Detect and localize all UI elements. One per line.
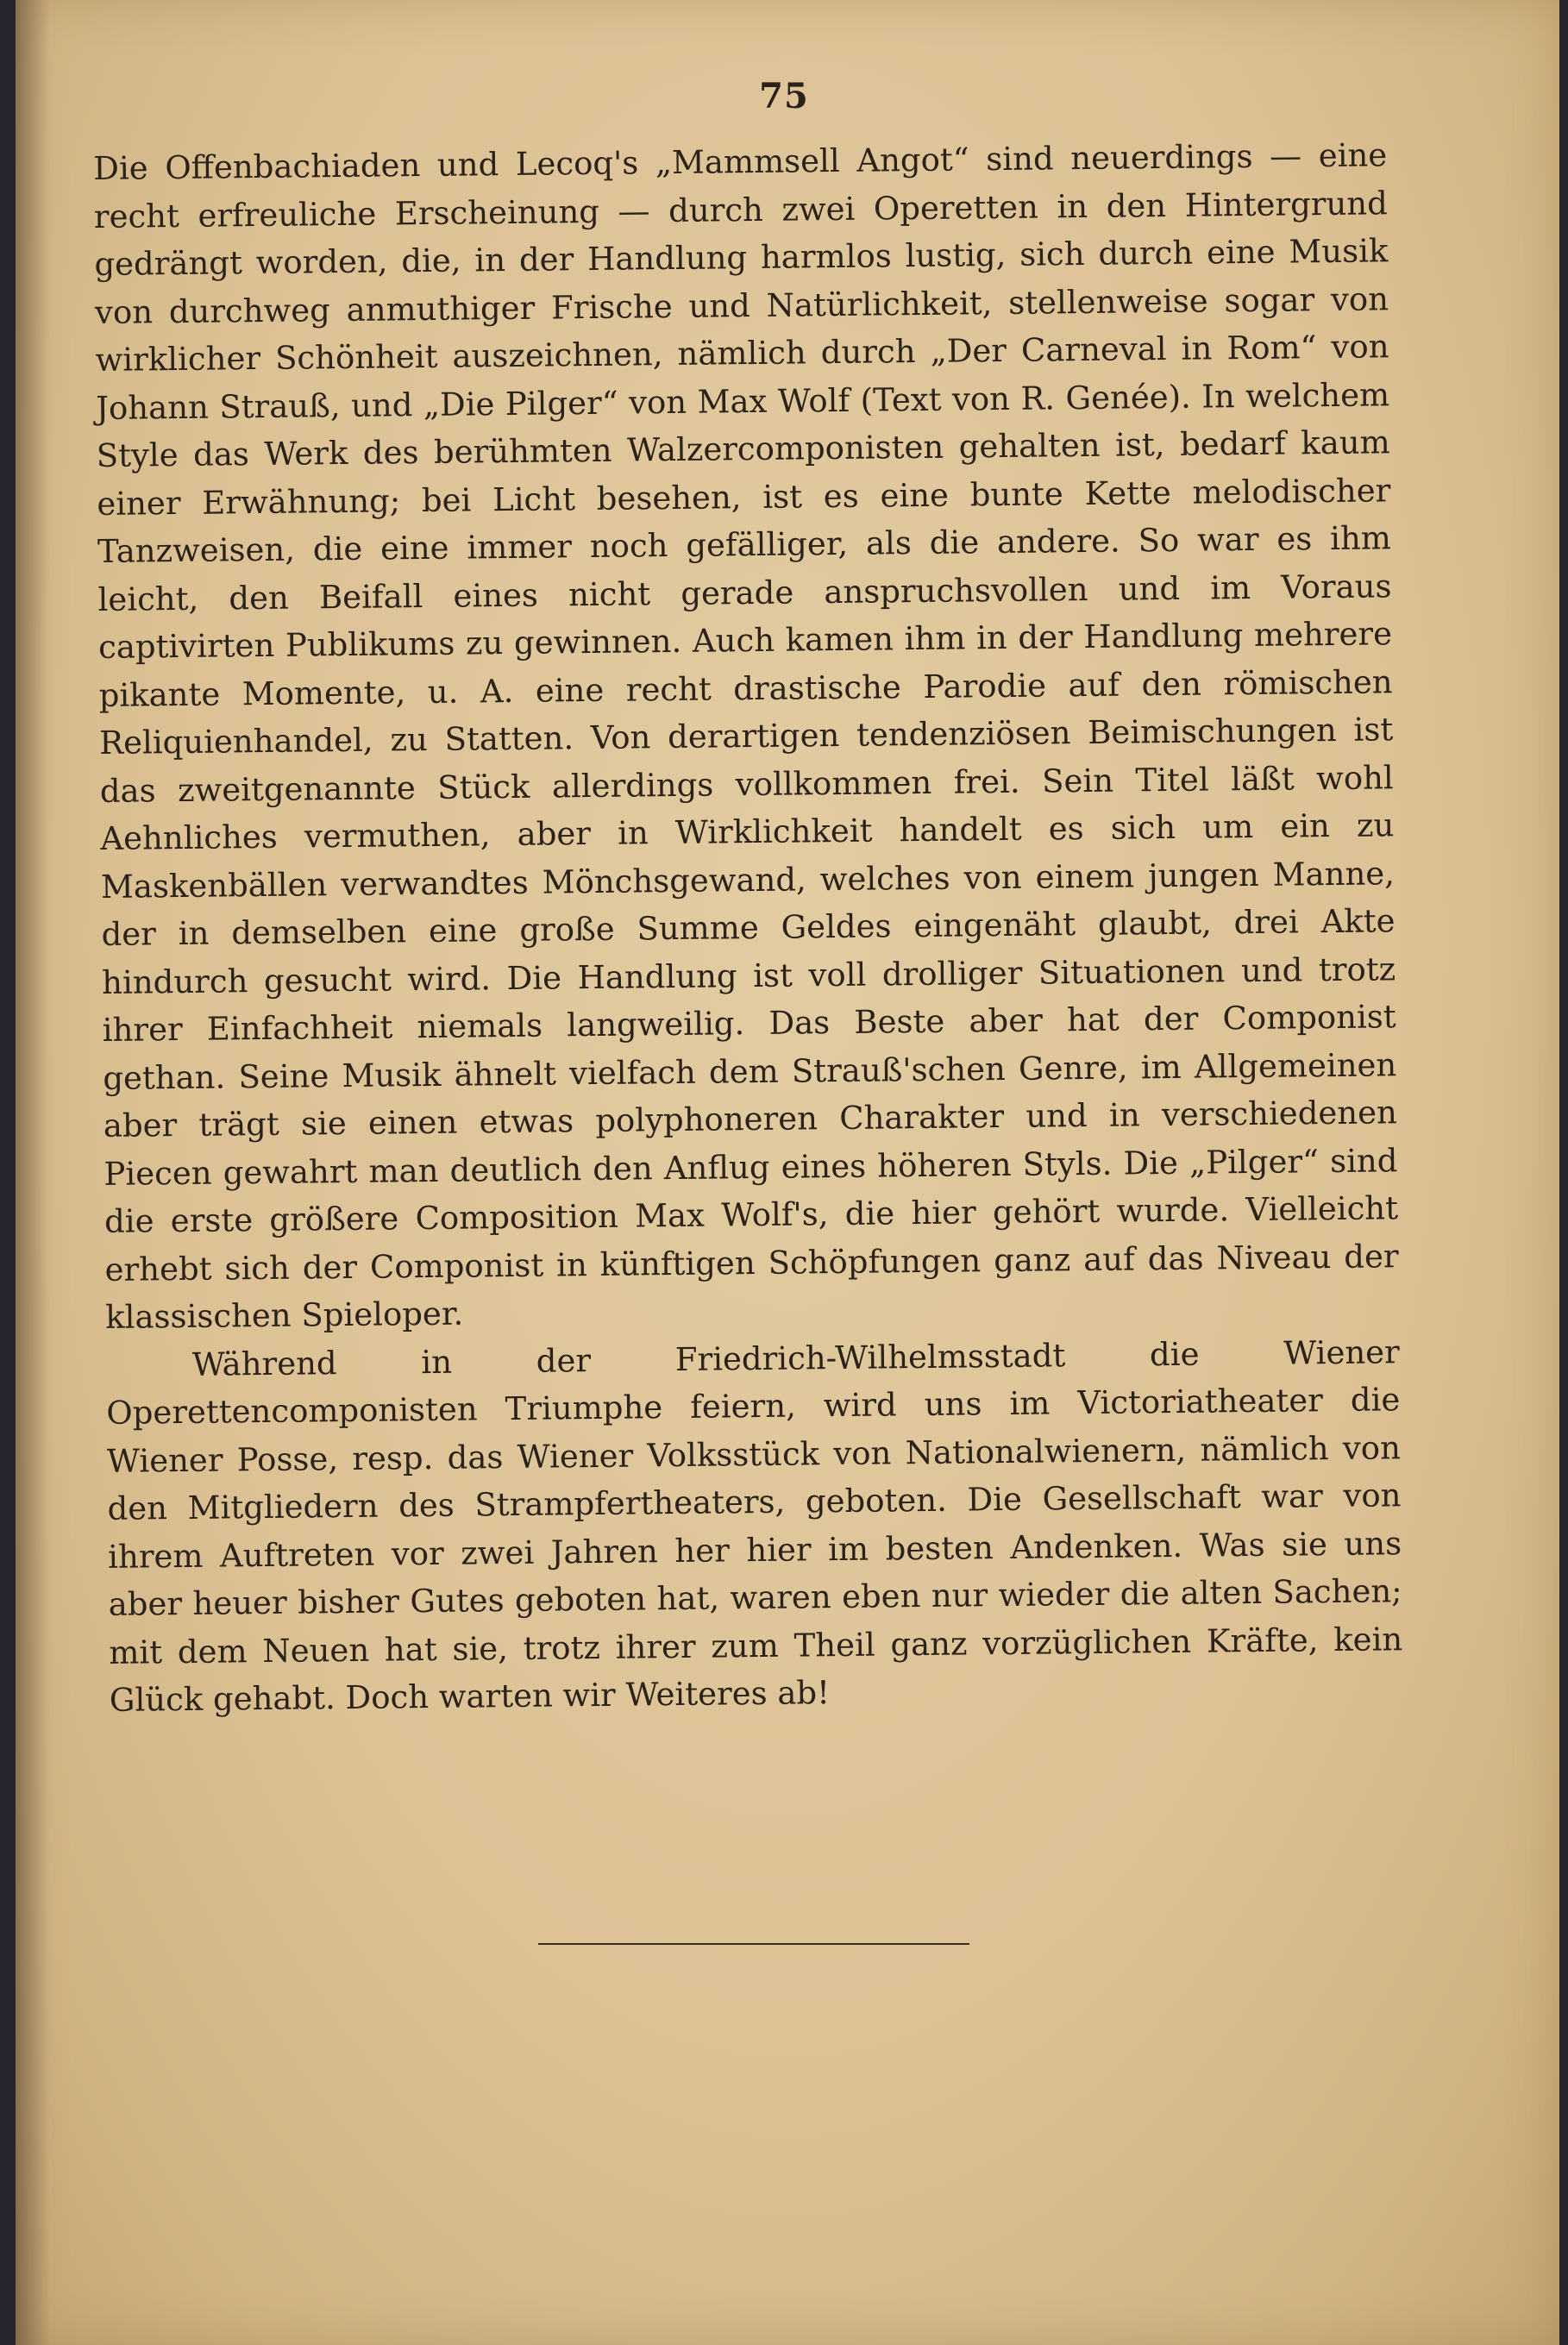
paragraph-operetten: Die Offenbachiaden und Lecoq's „Mammsell Angot“ sind neuerdings — eine recht erfreuliche Erscheinung — durch zwei Operetten in den Hintergrund gedrängt worden, die, in der Handlung harmlos lustig, sich durch eine Musik von durchweg anmuthiger Frische und Natürlichkeit, stellenweise sogar von wirklicher Schönheit auszeichnen, nämlich durch „Der Carneval in Rom“ von Johann Strauß, und „Die Pilger“ von Max Wolf (Text von R. Genée). In welchem Style das Werk des berühmten Walzercomponisten gehalten ist, bedarf kaum einer Erwähnung; bei Licht besehen, ist es eine bunte Kette melodischer Tanzweisen, die eine immer noch gefälliger, als die andere. So war es ihm leicht, den Beifall eines nicht gerade anspruchsvollen und im Voraus captivirten Publikums zu gewinnen. Auch kamen ihm in der Handlung mehrere pikante Momente, u. A. eine recht drastische Parodie auf den römischen Reliquienhandel, zu Statten. Von derartigen tendenziösen Beimischungen ist das zweitgenannte Stück allerdings vollkommen frei. Sein Titel läßt wohl Aehnliches vermuthen, aber in Wirklichkeit handelt es sich um ein zu Maskenbällen verwandtes Mönchsgewand, welches von einem jungen Manne, der in demselben eine große Summe Geldes eingenäht glaubt, drei Akte hindurch gesucht wird. Die Handlung ist voll drolliger Situationen und trotz ihrer Einfachheit niemals langweilig. Das Beste aber hat der Componist gethan. Seine Musik ähnelt vielfach dem Strauß'schen Genre, im Allgemeinen aber trägt sie einen etwas polyphoneren Charakter und in verschiedenen Piecen gewahrt man deutlich den Anflug eines höheren Styls. Die „Pilger“ sind die erste größere Composition Max Wolf's, die hier gehört wurde. Vielleicht erhebt sich der Componist in künftigen Schöpfungen ganz auf das Niveau der klassischen Spieloper. [93, 136, 1399, 1336]
page-number: 75 [759, 76, 809, 116]
page-gutter-shadow [16, 0, 50, 2345]
section-divider-rule [538, 1943, 969, 1945]
paragraph-victoriatheater: Während in der Friedrich-Wilhelmsstadt die Wiener Operettencomponisten Triumphe feiern, wird uns im Victoriatheater die Wiener Posse, resp. das Wiener Volksstück von Nationalwienern, nämlich von den Mitgliedern des Strampfertheaters, geboten. Die Gesellschaft war von ihrem Auftreten vor zwei Jahren her hier im besten Andenken. Was sie uns aber heuer bisher Gutes geboten hat, waren eben nur wieder die alten Sachen; mit dem Neuen hat sie, trotz ihrer zum Theil ganz vorzüglichen Kräfte, kein Glück gehabt. Doch warten wir Weiteres ab! [106, 1332, 1403, 1719]
body-text [93, 131, 1403, 1724]
